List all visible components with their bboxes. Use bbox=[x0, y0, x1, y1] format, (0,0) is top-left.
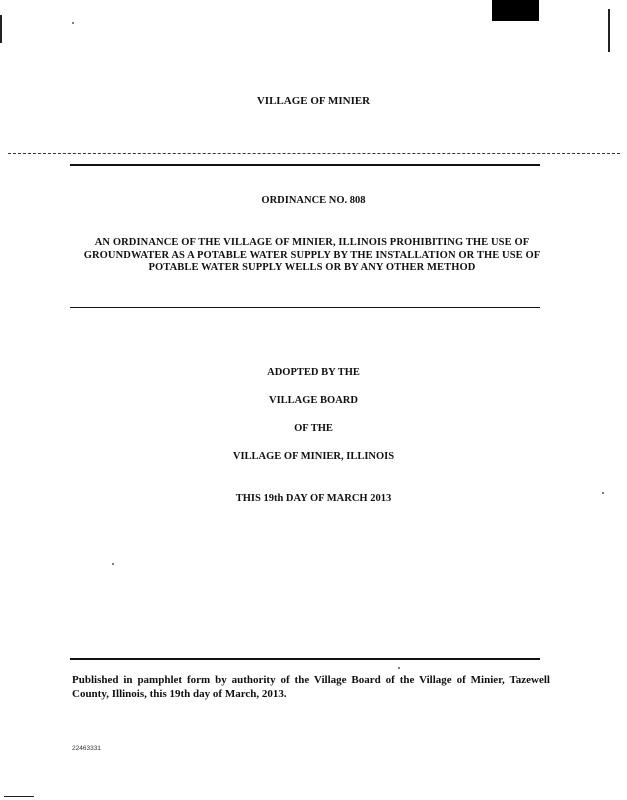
adoption-line: VILLAGE OF MINIER, ILLINOIS bbox=[232, 451, 395, 462]
scan-edge-mark bbox=[608, 9, 610, 52]
ordinance-number: ORDINANCE NO. 808 bbox=[261, 195, 366, 206]
publication-note: Published in pamphlet form by authority of the Village Board of the Village of Minier, Tazewell County, Illinois, this 19th day of March, 2013. bbox=[72, 674, 550, 700]
scan-redaction-block bbox=[492, 0, 539, 21]
ordinance-subject: AN ORDINANCE OF THE VILLAGE OF MINIER, ILLINOIS PROHIBITING THE USE OF GROUNDWATER AS A POTABLE WATER SUPPLY BY THE INSTALLATION OR THE USE OF POTABLE WATER SUPPLY WELLS OR BY ANY OTHER METHOD bbox=[83, 237, 541, 274]
adoption-line: OF THE bbox=[294, 423, 333, 434]
scan-speck bbox=[72, 22, 74, 24]
scan-speck bbox=[112, 563, 114, 565]
adoption-line: VILLAGE BOARD bbox=[269, 395, 358, 406]
subject-rule bbox=[70, 307, 540, 308]
document-code: 22463331 bbox=[72, 745, 101, 752]
footer-rule bbox=[70, 658, 540, 660]
scan-edge-mark bbox=[4, 796, 34, 797]
adoption-line: ADOPTED BY THE bbox=[267, 367, 360, 378]
header-rule bbox=[70, 164, 540, 166]
scan-speck bbox=[398, 667, 400, 669]
scan-speck bbox=[602, 492, 604, 494]
village-title: VILLAGE OF MINIER bbox=[256, 95, 371, 107]
dashed-separator bbox=[8, 153, 620, 154]
adoption-date: THIS 19th DAY OF MARCH 2013 bbox=[235, 493, 392, 504]
scan-edge-mark bbox=[0, 15, 2, 43]
